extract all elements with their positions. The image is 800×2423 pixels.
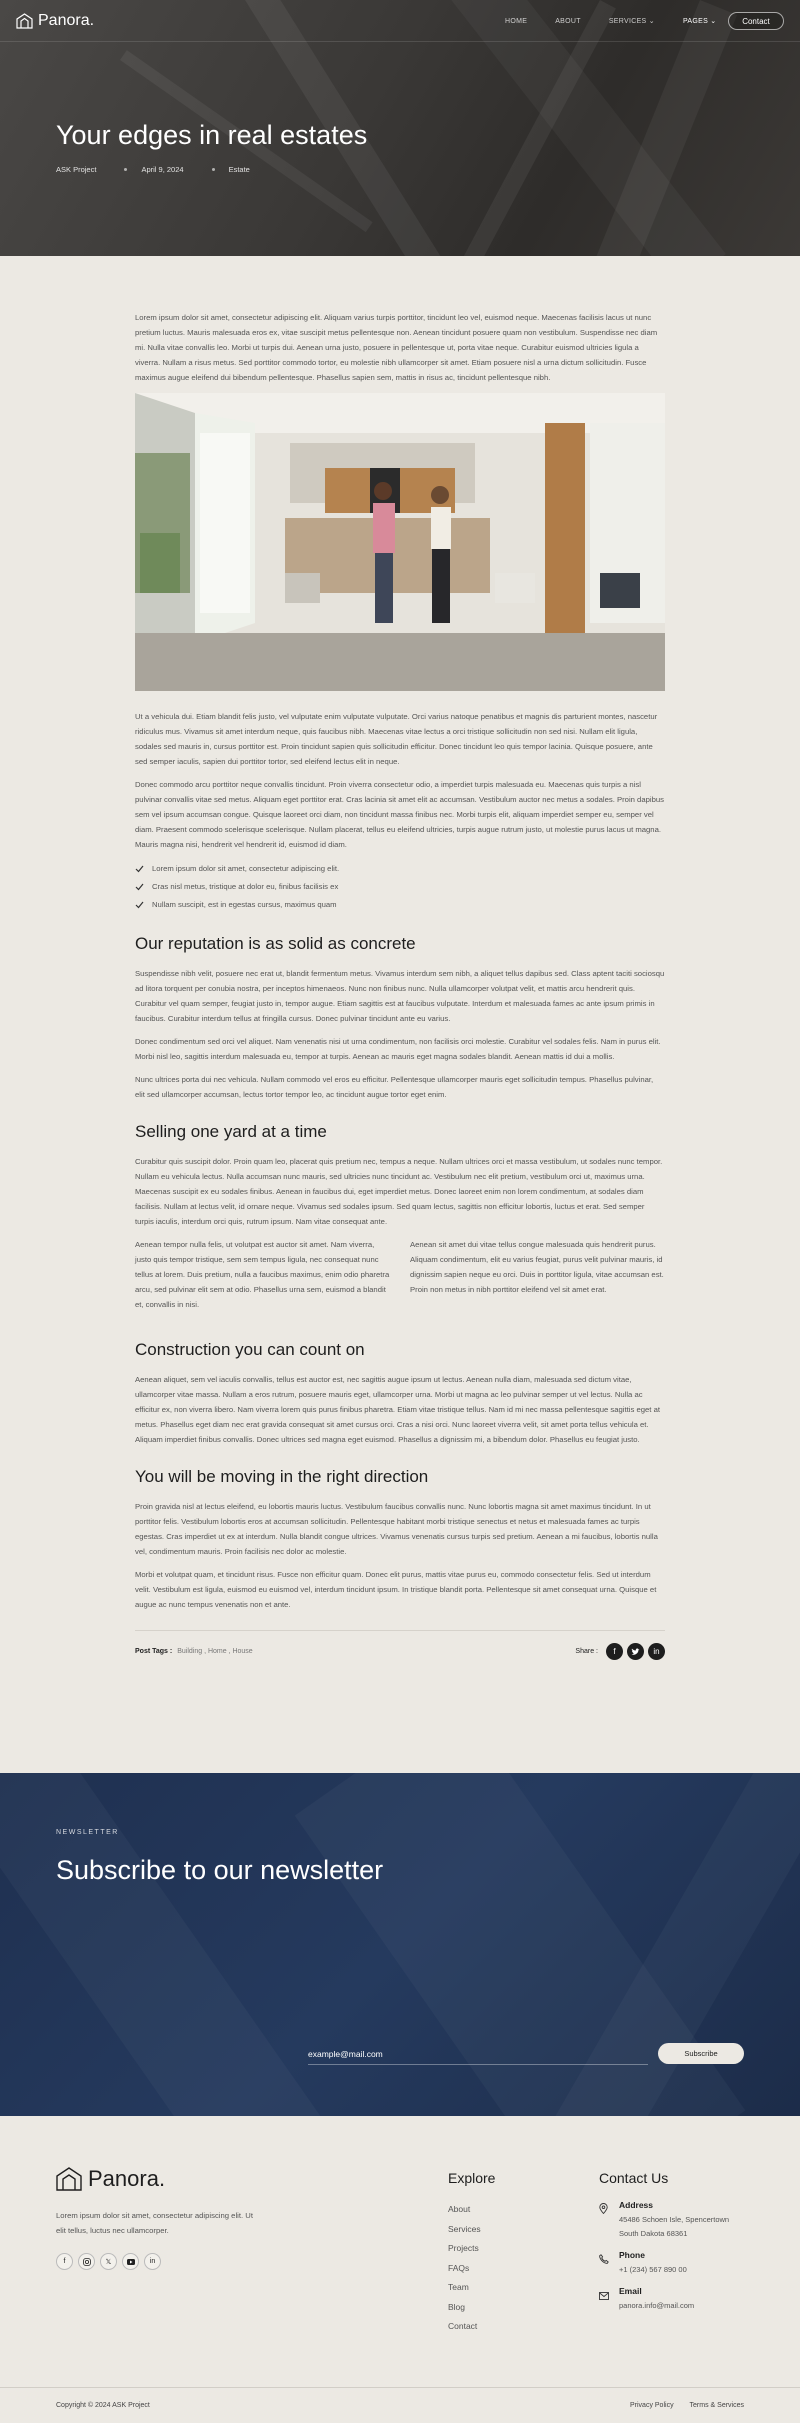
article-intro: Lorem ipsum dolor sit amet, consectetur adipiscing elit. Aliquam varius turpis porttitor, tincidunt leo vel, euismod neque. Maecenas facilisis lacus ut nunc pretium luctus. Mauris malesuada eros ex, vitae suscipit metus pellentesque non. Aenean tincidunt posuere quam non vestibulum. Suspendisse nec diam mi. Nulla vitae convallis leo. Morbi ut turpis dui. Aenean urna justo, posuere in pellentesque ut, porta vitae neque. Curabitur euismod ultricies ligula a viverra. Nullam a risus metus. Sed porttitor commodo tortor, eu molestie nibh ullamcorper sit amet. Etiam posuere nisl a urna dictum sollicitudin. Fusce maximus augue eleifend dui bibendum pellentesque. Phasellus sapien sem, mattis in risus ac, tincidunt pellentesque nibh. (135, 313, 658, 382)
share-bar (575, 1643, 665, 1660)
footer-brand-logo[interactable] (56, 2166, 165, 2192)
footer-contact-title: Contact Us (599, 2170, 669, 2186)
article-paragraph: Donec commodo arcu porttitor neque convallis tincidunt. Proin viverra consectetur odio, a imperdiet turpis malesuada eu. Maecenas quis turpis a nisl pulvinar convallis vitae sed metus. Aliquam eget porttitor erat. Cras lacinia sit amet elit ac accumsan. Vestibulum auctor nec metus a sodales. Proin dapibus sem vel ipsum accumsan congue. Quisque laoreet orci diam, non tincidunt massa finibus nec. Morbi turpis elit, aliquam imperdiet semper eu, semper vel diam. Praesent commodo scelerisque scelerisque. Nullam placerat, tellus eu eleifend ultricies, turpis augue rutrum justo, ut molestie purus lacus ut magna. Mauris magna nisi, hendrerit vel hendrerit id, euismod id diam. (135, 780, 664, 849)
footer-social-links (56, 2253, 166, 2270)
article-paragraph: Nunc ultrices porta dui nec vehicula. Nullam commodo vel eros eu efficitur. Pellentesque ullamcorper mauris eget sollicitudin tempus. Phasellus pulvinar, elit sed ullamcorper accumsan, lectus tortor tempor leo, ac tincidunt augue tortor eget enim. (135, 1075, 654, 1099)
mail-icon (599, 2286, 611, 2313)
checklist-item-text: Cras nisl metus, tristique at dolor eu, finibus facilisis ex (152, 882, 339, 891)
article-photo-kitchen (135, 393, 665, 691)
newsletter-eyebrow: NEWSLETTER (56, 1829, 119, 1836)
footer-link-team[interactable]: Team (448, 2282, 469, 2292)
newsletter-title: Subscribe to our newsletter (56, 1855, 384, 1885)
facebook-icon[interactable]: f (606, 1643, 623, 1660)
post-tags-label: Post Tags : (135, 1648, 173, 1655)
column-left-paragraph: Aenean tempor nulla felis, ut volutpat est auctor sit amet. Nam viverra, justo quis tempor tristique, sem sem tempus ligula, nec consequat nunc tellus at lorem. Duis pretium, nulla a faucibus maximus, enim odio pharetra arcu, sed pulvinar elit sem at odio. Phasellus urna sem, euismod a blandit et, convallis in nisi. (135, 1240, 390, 1309)
chevron-down-icon: ⌄ (710, 18, 717, 25)
contact-phone (599, 2250, 729, 2277)
article-paragraph: Aenean aliquet, sem vel iaculis convallis, tellus est auctor est, nec sagittis augue ipsum ut lectus. Aenean nulla diam, malesuada sed dictum vitae, ullamcorper vitae massa. Nullam a eros rutrum, posuere mauris eget, ullamcorper urna. Morbi ut magna ac leo pulvinar semper ut vel lectus. Nulla ac efficitur ex, non viverra libero. Nam viverra lorem quis purus finibus pharetra. Etiam vitae tristique tellus. Nam id mi nec massa pellentesque sagittis eget at metus. Phasellus eget diam nec erat gravida consequat sit amet cursus orci. Cras a nisi orci. Nunc laoreet viverra velit, sit amet porta tellus vehicula et. Aliquam imperdiet finibus convallis. Donec ultrices sed magna eget euismod. Phasellus a dignissim mi, a bibendum dolor. Phasellus eu feugiat justo. (135, 1375, 660, 1444)
footer-description: Lorem ipsum dolor sit amet, consectetur adipiscing elit. Ut elit tellus, luctus nec ullamcorper. (56, 2211, 253, 2235)
footer-bottom-bar (0, 2387, 800, 2423)
address-line1: 45486 Schoen Isle, Spencertown (619, 2215, 730, 2224)
article-body (135, 310, 665, 1660)
post-tags-list[interactable]: Building , Home , House (177, 1648, 253, 1655)
privacy-policy-link[interactable]: Privacy Policy (630, 2402, 674, 2409)
footer-explore-title: Explore (448, 2170, 496, 2186)
newsletter-bg-beam (0, 1773, 333, 2116)
brand-name: Panora. (38, 11, 95, 29)
legal-links (616, 2402, 744, 2409)
kitchen-couple-image (135, 393, 665, 691)
address-line2: South Dakota 68361 (619, 2229, 688, 2238)
nav-item-about[interactable]: ABOUT (555, 17, 581, 25)
youtube-icon[interactable] (122, 2253, 139, 2270)
hero-section (0, 0, 800, 256)
contact-email (599, 2286, 729, 2313)
check-icon (135, 901, 144, 909)
phone-number[interactable]: +1 (234) 567 890 00 (619, 2265, 687, 2274)
meta-separator (124, 168, 127, 171)
footer-explore (448, 2170, 495, 2337)
contact-address (599, 2200, 729, 2241)
nav-item-services-label: SERVICES (608, 18, 647, 25)
linkedin-icon[interactable]: in (144, 2253, 161, 2270)
house-logo-icon (56, 2167, 82, 2191)
post-footer (135, 1630, 665, 1660)
post-author-name: ASK Project (56, 165, 97, 174)
site-footer (0, 2116, 800, 2423)
footer-contact (599, 2170, 729, 2322)
post-meta (56, 165, 264, 174)
checklist (135, 860, 665, 914)
instagram-icon[interactable] (78, 2253, 95, 2270)
terms-link[interactable]: Terms & Services (689, 2402, 744, 2409)
email-address[interactable]: panora.info@mail.com (619, 2301, 695, 2310)
post-category[interactable]: Estate (228, 165, 250, 174)
two-column-text (135, 1237, 665, 1320)
nav-item-pages-label: PAGES (682, 18, 709, 25)
top-nav (0, 0, 800, 42)
column-right-paragraph: Aenean sit amet dui vitae tellus congue malesuada quis hendrerit purus. Aliquam condimentum, elit eu varius feugiat, purus velit pulvinar mauris, id dignissim sapien neque eu orci. Duis in porttitor ligula, vitae accumsan est. Proin non metus in nibh porttitor eleifend vel sit amet erat. (410, 1240, 664, 1294)
newsletter-email-input[interactable] (308, 2043, 648, 2065)
article-paragraph: Ut a vehicula dui. Etiam blandit felis justo, vel vulputate enim vulputate vulputate. Orci varius natoque penatibus et magnis dis parturient montes, nascetur ridiculus mus. Vivamus sit amet interdum neque, quis faucibus nibh. Maecenas vitae lectus a orci tristique sollicitudin non sed nisi. Nullam elit ligula, sodales sed mauris in, cursus porttitor est. Proin tincidunt sapien quis sollicitudin efficitur. Donec tincidunt leo quis tempor lacinia. Quisque posuere, ante sed semper iaculis, sapien dui porttitor tortor, sed eleifend lectus elit in neque. (135, 712, 658, 766)
footer-brand-name: Panora. (88, 2166, 166, 2191)
post-tags (135, 1648, 253, 1655)
article-paragraph: Morbi et volutpat quam, et tincidunt risus. Fusce non efficitur quam. Donec elit purus, mattis vitae purus eu, commodo consectetur felis. Sed ut interdum velit. Vestibulum est ligula, euismod eu euismod vel, interdum tincidunt ipsum. In tristique blandit porta. Pellentesque sit amet consequat urna. Quisque et augue ac nunc tempus venenatis non et ante. (135, 1570, 657, 1609)
address-label: Address (619, 2200, 654, 2210)
nav-item-pages[interactable] (683, 17, 717, 25)
page-title: Your edges in real estates (56, 120, 368, 150)
checklist-item-text: Lorem ipsum dolor sit amet, consectetur adipiscing elit. (152, 864, 340, 873)
brand-logo[interactable] (16, 12, 94, 30)
meta-separator (212, 168, 215, 171)
contact-button[interactable]: Contact (728, 12, 784, 30)
phone-label: Phone (619, 2250, 645, 2260)
article-paragraph: Curabitur quis suscipit dolor. Proin quam leo, placerat quis pretium nec, tempus a neque. Nullam ultrices orci et massa vestibulum, ut sodales nunc tempor. Nullam eu vehicula lectus. Nulla accumsan nunc mauris, sed ultricies nunc tincidunt ac. Vestibulum nec elit pretium, vestibulum orci ut, maximus urna. Maecenas suscipit ex eu sodales finibus. Aenean in faucibus dui, eget imperdiet metus. Donec laoreet enim non lorem condimentum, at sodales diam facilisis. Nullam at lectus velit, id ornare neque. Vivamus sed sodales ipsum. Sed quam lectus, sagittis non efficitur lobortis, luctus et erat. Sed semper turpis iaculis, interdum orci quis, rutrum ipsum. Nam vitae consequat ante. (135, 1157, 663, 1226)
check-icon (135, 865, 144, 873)
main-menu (505, 0, 744, 42)
footer-link-services[interactable]: Services (448, 2223, 481, 2234)
email-label: Email (619, 2286, 642, 2296)
newsletter-form (308, 2043, 744, 2065)
nav-item-home[interactable]: HOME (505, 17, 528, 25)
newsletter-section (0, 1773, 800, 2116)
article-paragraph: Donec condimentum sed orci vel aliquet. Nam venenatis nisi ut urna condimentum, non facilisis orci molestie. Curabitur vel sodales felis. Nam in purus elit. Morbi nisl leo, sagittis interdum malesuada eu, tempor at turpis. Aenean ac mauris eget magna sodales blandit. Aenean mattis id dui a mollis. (135, 1037, 661, 1061)
section-heading: Construction you can count on (135, 1340, 365, 1359)
footer-link-contact[interactable]: Contact (448, 2321, 478, 2331)
subscribe-button[interactable]: Subscribe (658, 2043, 744, 2064)
post-author[interactable] (56, 165, 127, 174)
map-pin-icon (599, 2200, 611, 2241)
footer-link-blog[interactable]: Blog (448, 2301, 466, 2312)
article-paragraph: Proin gravida nisl at lectus eleifend, eu lobortis mauris luctus. Vestibulum faucibus convallis nunc. Nunc lobortis magna sit amet maximus tincidunt. In ut porttitor felis. Vestibulum lobortis eros at accumsan sollicitudin. Pellentesque habitant morbi tristique senectus et netus et malesuada fames ac turpis egestas. Cras imperdiet ut ex at interdum. Nulla blandit congue ultrices. Vivamus venenatis cursus turpis sed pretium. Aenean a mi faucibus, lobortis nulla vel, condimentum mauris. Proin facilisis nec dolor ac molestie. (135, 1502, 658, 1556)
footer-link-faqs[interactable]: FAQs (448, 2262, 470, 2273)
post-date (141, 165, 214, 174)
house-logo-icon (16, 13, 33, 29)
checklist-item (135, 896, 665, 914)
chevron-down-icon: ⌄ (648, 18, 655, 25)
nav-item-services[interactable] (609, 17, 655, 25)
facebook-icon[interactable]: f (56, 2253, 73, 2270)
copyright: Copyright © 2024 ASK Project (56, 2402, 150, 2409)
post-date-text: April 9, 2024 (141, 165, 184, 174)
check-icon (135, 883, 144, 891)
checklist-item (135, 878, 665, 896)
footer-link-about[interactable]: About (448, 2204, 471, 2214)
phone-icon (599, 2250, 611, 2277)
section-heading: You will be moving in the right direction (135, 1467, 429, 1486)
section-heading: Selling one yard at a time (135, 1122, 327, 1141)
section-heading: Our reputation is as solid as concrete (135, 934, 416, 953)
checklist-item-text: Nullam suscipit, est in egestas cursus, maximus quam (152, 900, 337, 909)
article-paragraph: Suspendisse nibh velit, posuere nec erat ut, blandit fermentum metus. Vivamus interdum sem nibh, a aliquet tellus dapibus sed. Class aptent taciti sociosqu ad litora torquent per conubia nostra, per inceptos himenaeos. Nunc non finibus nunc. Nulla ullamcorper volutpat velit, et mattis arcu hendrerit quis. Curabitur vel quam semper, feugiat justo in, tempor augue. Etiam sagittis est at faucibus vulputate. Interdum et malesuada fames ac ante ipsum primis in faucibus. Curabitur interdum tellus at fringilla cursus. Donec pulvinar tincidunt ante eu varius. (135, 969, 665, 1023)
share-label: Share : (575, 1648, 598, 1655)
footer-link-projects[interactable]: Projects (448, 2243, 479, 2253)
x-twitter-icon[interactable]: 𝕏 (100, 2253, 117, 2270)
twitter-icon[interactable] (627, 1643, 644, 1660)
checklist-item (135, 860, 665, 878)
linkedin-icon[interactable]: in (648, 1643, 665, 1660)
